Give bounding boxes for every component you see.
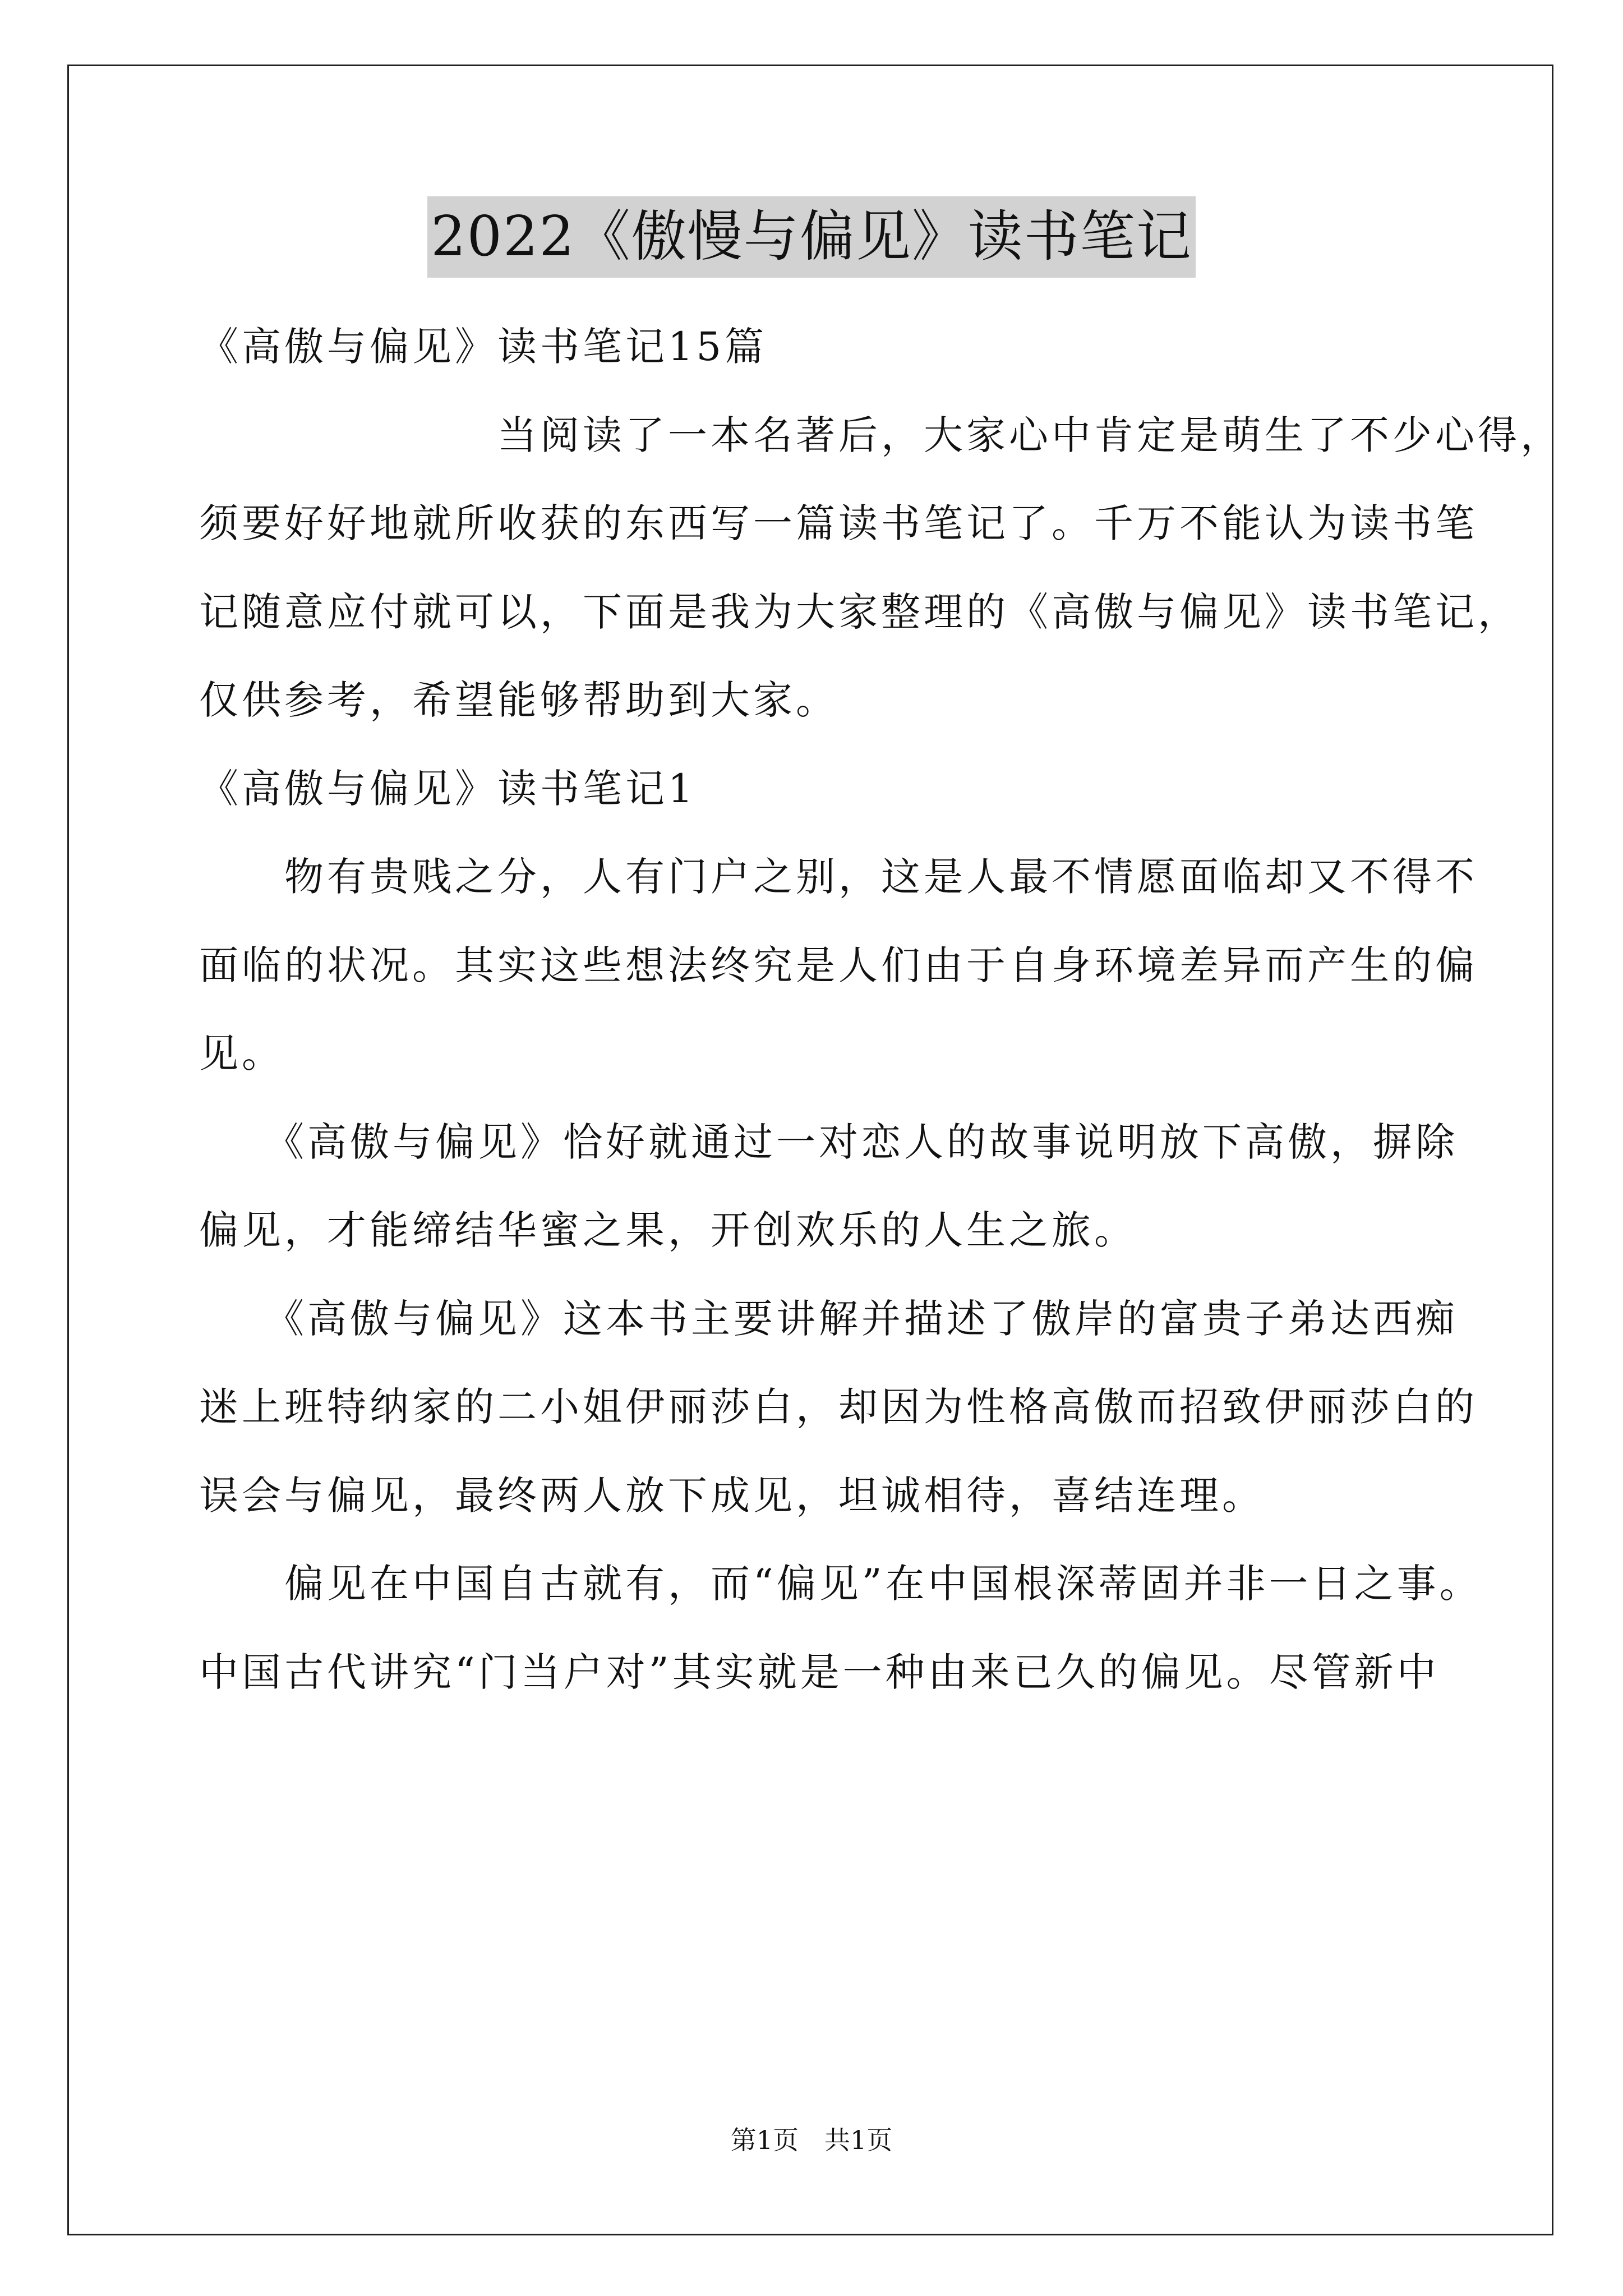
- body-line: 当阅读了一本名著后，大家心中肯定是萌生了不少心得，: [199, 412, 1563, 458]
- body-line: 见。: [199, 1030, 284, 1076]
- body-line: 偏见，才能缔结华蜜之果，开创欢乐的人生之旅。: [199, 1207, 1137, 1253]
- body-line: 偏见在中国自古就有，而“偏见”在中国根深蒂固并非一日之事。: [199, 1561, 1482, 1607]
- subtitle-line: 《高傲与偏见》读书笔记15篇: [199, 324, 768, 370]
- document-title: 2022《傲慢与偏见》读书笔记: [427, 196, 1195, 278]
- body-line: 面临的状况。其实这些想法终究是人们由于自身环境差异而产生的偏: [199, 942, 1478, 988]
- page-footer: 第1页 共1页: [730, 2125, 893, 2155]
- body-line: 记随意应付就可以，下面是我为大家整理的《高傲与偏见》读书笔记，: [199, 588, 1520, 635]
- section-heading: 《高傲与偏见》读书笔记1: [199, 765, 697, 812]
- body-line: 误会与偏见，最终两人放下成见，坦诚相待，喜结连理。: [199, 1472, 1265, 1519]
- body-line: 《高傲与偏见》这本书主要讲解并描述了傲岸的富贵子弟达西痴: [199, 1295, 1458, 1342]
- body-line: 迷上班特纳家的二小姐伊丽莎白，却因为性格高傲而招致伊丽莎白的: [199, 1384, 1478, 1430]
- document-body: [199, 303, 1563, 1717]
- body-line: 《高傲与偏见》恰好就通过一对恋人的故事说明放下高傲，摒除: [199, 1119, 1458, 1165]
- title-container: [0, 196, 1623, 278]
- body-line: 须要好好地就所收获的东西写一篇读书笔记了。千万不能认为读书笔: [199, 500, 1478, 546]
- body-line: 中国古代讲究“门当户对”其实就是一种由来已久的偏见。尽管新中: [199, 1649, 1440, 1695]
- body-line: 仅供参考，希望能够帮助到大家。: [199, 677, 838, 723]
- body-line: 物有贵贱之分，人有门户之别，这是人最不情愿面临却又不得不: [199, 854, 1478, 900]
